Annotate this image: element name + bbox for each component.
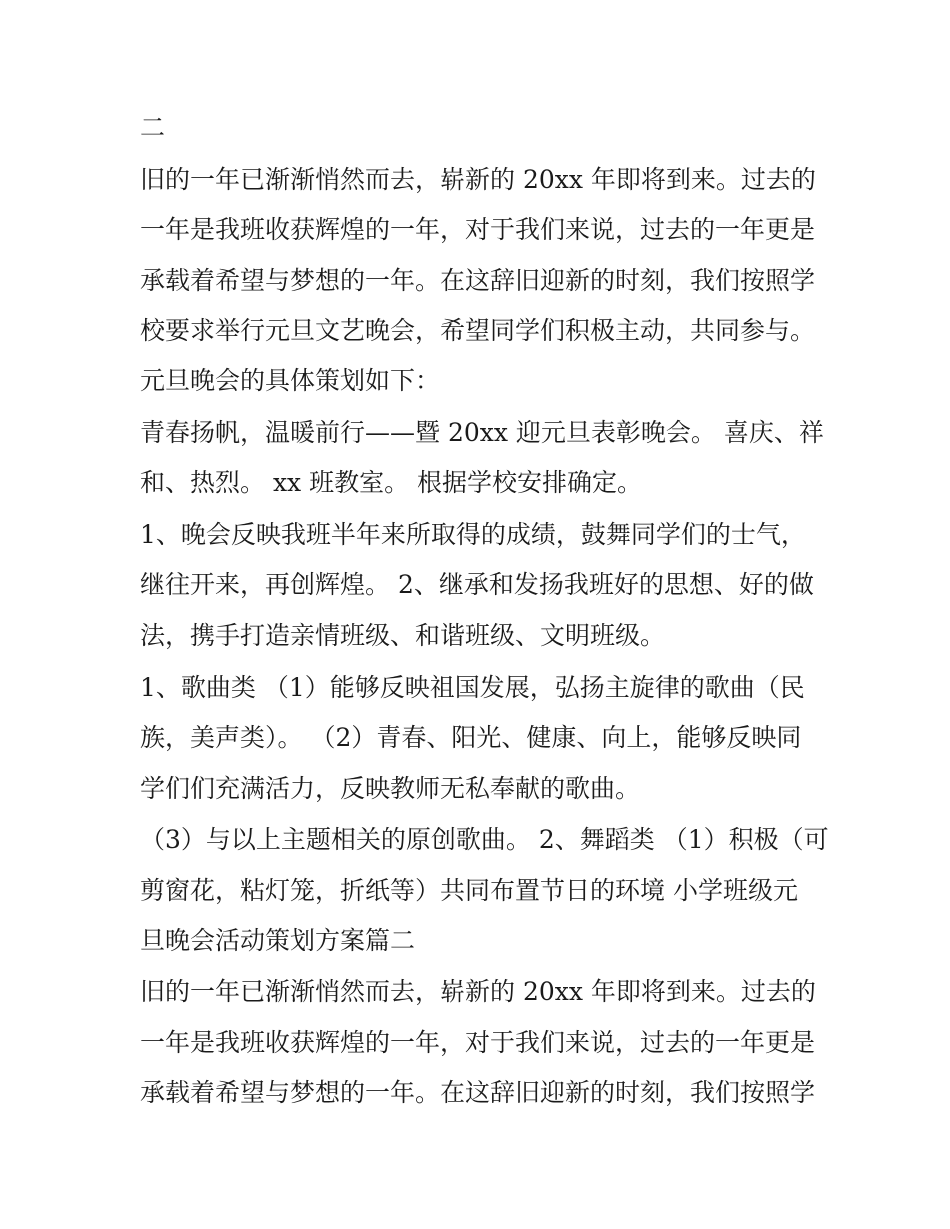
text-line-14: 学们们充满活力，反映教师无私奉献的歌曲。 — [140, 774, 641, 803]
text-line-5: 校要求举行元旦文艺晚会，希望同学们积极主动，共同参与。 — [140, 316, 816, 345]
text-line-10: 继往开来，再创辉煌。 2、继承和发扬我班好的思想、好的做 — [140, 570, 814, 599]
text-line-9: 1、晚会反映我班半年来所取得的成绩，鼓舞同学们的士气， — [140, 520, 806, 549]
text-line-6: 元旦晚会的具体策划如下： — [140, 366, 441, 395]
text-line-2: 旧的一年已渐渐悄然而去，崭新的 20xx 年即将到来。过去的 — [140, 165, 816, 194]
text-line-11: 法，携手打造亲情班级、和谐班级、文明班级。 — [140, 621, 666, 650]
text-line-16: 剪窗花，粘灯笼，折纸等）共同布置节日的环境 小学班级元 — [140, 876, 798, 905]
text-line-8: 和、热烈。 xx 班教室。 根据学校安排确定。 — [140, 468, 643, 497]
text-line-19: 一年是我班收获辉煌的一年，对于我们来说，过去的一年更是 — [140, 1028, 816, 1057]
text-line-13: 族，美声类）。 （2）青春、阳光、健康、向上，能够反映同 — [140, 723, 802, 752]
text-line-3: 一年是我班收获辉煌的一年，对于我们来说，过去的一年更是 — [140, 215, 816, 244]
text-line-1: 二 — [140, 113, 166, 142]
text-line-4: 承载着希望与梦想的一年。在这辞旧迎新的时刻，我们按照学 — [140, 266, 816, 295]
text-line-12: 1、歌曲类 （1）能够反映祖国发展，弘扬主旋律的歌曲（民 — [140, 673, 805, 702]
text-line-7: 青春扬帆，温暖前行——暨 20xx 迎元旦表彰晚会。 喜庆、祥 — [140, 418, 824, 447]
text-line-20: 承载着希望与梦想的一年。在这辞旧迎新的时刻，我们按照学 — [140, 1078, 816, 1107]
text-line-17: 旦晚会活动策划方案篇二 — [140, 926, 416, 955]
text-line-15: （3）与以上主题相关的原创歌曲。 2、舞蹈类 （1）积极（可 — [140, 825, 829, 854]
text-line-18: 旧的一年已渐渐悄然而去，崭新的 20xx 年即将到来。过去的 — [140, 977, 816, 1006]
